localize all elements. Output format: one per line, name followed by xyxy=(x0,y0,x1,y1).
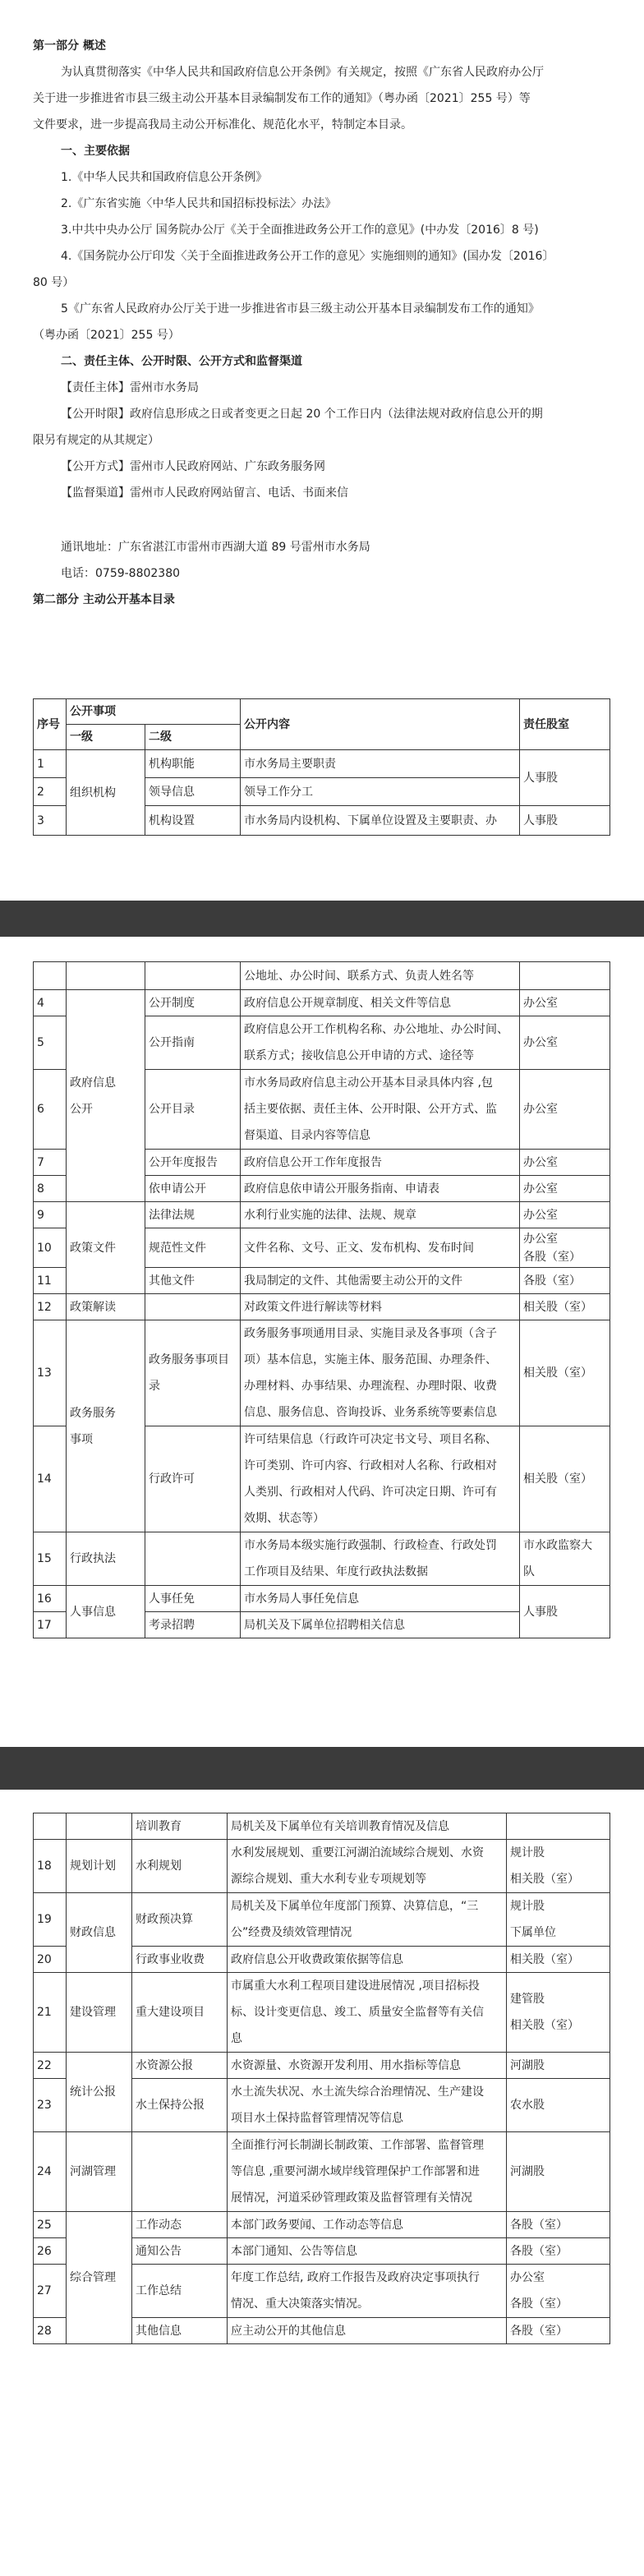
table-row: 22 统计公报 水资源公报 水资源量、水资源开发利用、用水指标等信息 河湖股 xyxy=(34,2053,610,2079)
header-level2: 二级 xyxy=(145,725,241,750)
document-page-3 xyxy=(0,1790,644,2576)
table-row: 14 行政许可 许可结果信息（行政许可决定书文号、项目名称、 许可类别、许可内容、行政相对人名称、行政相对 人类别、行政相对人代码、许可决定日期、许可有 效期、状态等） 相关股（室） xyxy=(34,1426,610,1532)
document-page-1 xyxy=(0,0,644,901)
level1-cell: 政务服务 事项 xyxy=(67,1320,145,1532)
page-separator xyxy=(0,901,644,937)
table-row: 15 行政执法 市水务局本级实施行政强制、行政检查、行政处罚 工作项目及结果、年度行政执法数据 市水政监察大 队 xyxy=(34,1532,610,1586)
intro-paragraph-line: 关于进一步推进省市县三级主动公开基本目录编制发布工作的通知》（粤办函〔2021〕255 号）等 xyxy=(33,92,531,105)
intro-paragraph-line: 为认真贯彻落实《中华人民共和国政府信息公开条例》有关规定，按照《广东省人民政府办公厅 xyxy=(61,66,544,79)
table-row: 16 人事信息 人事任免 市水务局人事任免信息 人事股 xyxy=(34,1586,610,1612)
table-row: 28 其他信息 应主动公开的其他信息 各股（室） xyxy=(34,2318,610,2344)
level1-cell: 政府信息 公开 xyxy=(67,990,145,1202)
document-page-2 xyxy=(0,937,644,1747)
basis-item: 3.中共中央办公厅 国务院办公厅《关于全面推进政务公开工作的意见》(中办发〔2016〕8 号) xyxy=(61,223,539,237)
basis-item: 5《广东省人民政府办公厅关于进一步推进省市县三级主动公开基本目录编制发布工作的通知》 xyxy=(61,302,540,316)
basis-item-cont: 80 号） xyxy=(33,276,75,289)
catalog-table-page3 xyxy=(33,1813,610,2344)
time-limit-cont: 限另有规定的从其规定） xyxy=(33,434,159,447)
level1-cell: 财政信息 xyxy=(67,1893,132,1973)
table-row: 27 工作总结 年度工作总结, 政府工作报告及政府决定事项执行 情况、重大决策落实情况。 办公室 各股（室） xyxy=(34,2265,610,2318)
header-level1: 一级 xyxy=(67,725,145,750)
level1-cell: 人事信息 xyxy=(67,1586,145,1638)
table-row: 公地址、办公时间、联系方式、负责人姓名等 xyxy=(34,962,610,990)
basis-item: 2.《广东省实施〈中华人民共和国招标投标法〉办法》 xyxy=(61,197,337,210)
table-row: 26 通知公告 本部门通知、公告等信息 各股（室） xyxy=(34,2238,610,2265)
supervision-channel: 【监督渠道】雷州市人民政府网站留言、电话、书面来信 xyxy=(61,486,348,500)
part1-title: 第一部分 概述 xyxy=(33,39,106,53)
header-seq: 序号 xyxy=(34,699,67,750)
overview-section xyxy=(0,0,644,613)
table-row: 10 规范性文件 文件名称、文号、正文、发布机构、发布时间 办公室 各股（室） xyxy=(34,1228,610,1268)
table-row: 12 政策解读 对政策文件进行解读等材料 相关股（室） xyxy=(34,1294,610,1320)
table-row: 25 综合管理 工作动态 本部门政务要闻、工作动态等信息 各股（室） xyxy=(34,2212,610,2238)
table-row: 19 财政信息 财政预决算 局机关及下属单位年度部门预算、决算信息，“三 公”经费及绩效管理情况 规计股 下属单位 xyxy=(34,1893,610,1947)
level1-cell: 组织机构 xyxy=(67,750,145,836)
table-row: 20 行政事业收费 政府信息公开收费政策依据等信息 相关股（室） xyxy=(34,1947,610,1973)
header-content: 公开内容 xyxy=(241,699,520,750)
catalog-table-page1 xyxy=(33,698,610,836)
table-row: 9 政策文件 法律法规 水利行业实施的法律、法规、规章 办公室 xyxy=(34,1202,610,1228)
level1-cell: 政策文件 xyxy=(67,1202,145,1294)
basis-item-cont: （粤办函〔2021〕255 号） xyxy=(33,329,180,342)
table-row: 11 其他文件 我局制定的文件、其他需要主动公开的文件 各股（室） xyxy=(34,1268,610,1294)
mailing-address: 通讯地址：广东省湛江市雷州市西湖大道 89 号雷州市水务局 xyxy=(61,541,370,554)
table-row: 6 公开目录 市水务局政府信息主动公开基本目录具体内容 ,包 括主要依据、责任主体、公开时限、公开方式、监 督渠道、目录内容等信息 办公室 xyxy=(34,1070,610,1150)
table-row: 5 公开指南 政府信息公开工作机构名称、办公地址、办公时间、 联系方式；接收信息公开申请的方式、途径等 办公室 xyxy=(34,1016,610,1070)
table-row: 4 政府信息 公开 公开制度 政府信息公开规章制度、相关文件等信息 办公室 xyxy=(34,990,610,1016)
basis-item: 4.《国务院办公厅印发〈关于全面推进政务公开工作的意见〉实施细则的通知》(国办发〔2016〕 xyxy=(61,250,554,263)
section2-title: 二、责任主体、公开时限、公开方式和监督渠道 xyxy=(61,355,302,368)
table-row: 2 领导信息 领导工作分工 xyxy=(34,778,610,806)
phone-number: 电话：0759-8802380 xyxy=(61,567,181,580)
page-separator xyxy=(0,1747,644,1790)
time-limit: 【公开时限】政府信息形成之日或者变更之日起 20 个工作日内（法律法规对政府信息公开的期 xyxy=(61,408,543,421)
header-items: 公开事项 xyxy=(67,699,241,725)
table-row: 3 机构设置 市水务局内设机构、下属单位设置及主要职责、办 人事股 xyxy=(34,806,610,836)
part2-title: 第二部分 主动公开基本目录 xyxy=(33,593,175,606)
table-row: 24 河湖管理 全面推行河长制湖长制政策、工作部署、监督管理 等信息 ,重要河湖水域岸线管理保护工作部署和进 展情况，河道采砂管理政策及监督管理有关情况 河湖股 xyxy=(34,2132,610,2212)
table-row: 培训教育 局机关及下属单位有关培训教育情况及信息 xyxy=(34,1813,610,1840)
table-row: 18 规划计划 水利规划 水利发展规划、重要江河湖泊流域综合规划、水资 源综合规划、重大水利专业专项规划等 规计股 相关股（室） xyxy=(34,1840,610,1893)
header-dept: 责任股室 xyxy=(520,699,610,750)
section1-title: 一、主要依据 xyxy=(61,145,130,158)
basis-item: 1.《中华人民共和国政府信息公开条例》 xyxy=(61,171,268,184)
intro-paragraph-line: 文件要求，进一步提高我局主动公开标准化、规范化水平，特制定本目录。 xyxy=(33,118,412,131)
table-row: 17 考录招聘 局机关及下属单位招聘相关信息 xyxy=(34,1612,610,1638)
responsible-subject: 【责任主体】雷州市水务局 xyxy=(61,381,199,394)
publish-method: 【公开方式】雷州市人民政府网站、广东政务服务网 xyxy=(61,460,325,473)
level1-cell: 统计公报 xyxy=(67,2053,132,2132)
level1-cell: 综合管理 xyxy=(67,2212,132,2344)
table-row: 13 政务服务 事项 政务服务事项目 录 政务服务事项通用目录、实施目录及各事项（含子 项）基本信息，实施主体、服务范围、办理条件、 办理材料、办事结果、办理流程、办理时限、收费 信息、服务信息、咨询投诉、业务系统等要素信息 相关股（室） xyxy=(34,1320,610,1426)
table-row: 21 建设管理 重大建设项目 市属重大水利工程项目建设进展情况 ,项目招标投 标、设计变更信息、竣工、质量安全监督等有关信 息 建管股 相关股（室） xyxy=(34,1973,610,2053)
table-row: 8 依申请公开 政府信息依申请公开服务指南、申请表 办公室 xyxy=(34,1176,610,1202)
catalog-table-page2 xyxy=(33,961,610,1638)
table-row: 23 水土保持公报 水土流失状况、水土流失综合治理情况、生产建设 项目水土保持监督管理情况等信息 农水股 xyxy=(34,2079,610,2132)
table-row: 1 组织机构 机构职能 市水务局主要职责 人事股 xyxy=(34,750,610,778)
table-row: 7 公开年度报告 政府信息公开工作年度报告 办公室 xyxy=(34,1150,610,1176)
